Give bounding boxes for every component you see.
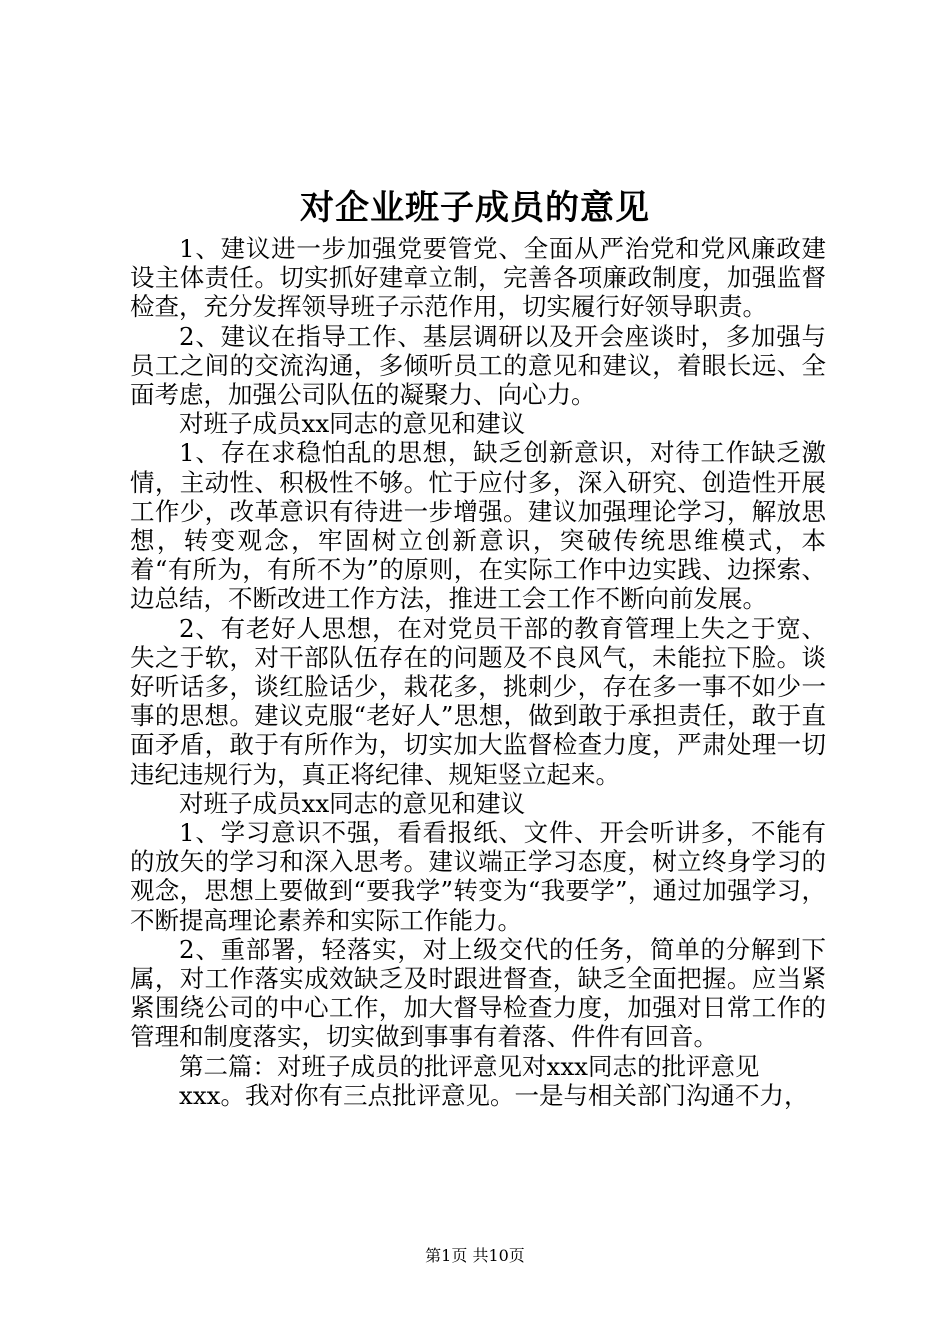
document-body (130, 234, 826, 1110)
paragraph: 2、有老好人思想，在对党员干部的教育管理上失之于宽、失之于软，对干部队伍存在的问题及不良风气，未能拉下脸。谈好听话多，谈红脸话少，栽花多，挑刺少，存在多一事不如少一事的思想。建议克服“老好人”思想，做到敢于承担责任，敢于直面矛盾，敢于有所作为，切实加大监督检查力度，严肃处理一切违纪违规行为，真正将纪律、规矩竖立起来。 (130, 613, 826, 789)
page-footer: 第1页 共10页 (425, 1246, 525, 1265)
paragraph: 1、建议进一步加强党要管党、全面从严治党和党风廉政建设主体责任。切实抓好建章立制，完善各项廉政制度，加强监督检查，充分发挥领导班子示范作用，切实履行好领导职责。 (130, 234, 826, 322)
paragraph: 2、建议在指导工作、基层调研以及开会座谈时，多加强与员工之间的交流沟通，多倾听员工的意见和建议，着眼长远、全面考虑，加强公司队伍的凝聚力、向心力。 (130, 321, 826, 410)
section-heading: 第二篇：对班子成员的批评意见对xxx同志的批评意见 (179, 1051, 760, 1081)
document-title: 对企业班子成员的意见 (300, 188, 650, 228)
section-heading: 对班子成员xx同志的意见和建议 (179, 409, 526, 439)
paragraph: 1、存在求稳怕乱的思想，缺乏创新意识，对待工作缺乏激情，主动性、积极性不够。忙于应付多，深入研究、创造性开展工作少，改革意识有待进一步增强。建议加强理论学习，解放思想，转变观念，牢固树立创新意识，突破传统思维模式，本着“有所为，有所不为”的原则，在实际工作中边实践、边探索、边总结，不断改进工作方法，推进工会工作不断向前发展。 (130, 438, 826, 614)
paragraph: 2、重部署，轻落实，对上级交代的任务，简单的分解到下属，对工作落实成效缺乏及时跟进督查，缺乏全面把握。应当紧紧围绕公司的中心工作，加大督导检查力度，加强对日常工作的管理和制度落实，切实做到事事有着落、件件有回音。 (130, 934, 826, 1052)
paragraph: 1、学习意识不强，看看报纸、文件、开会听讲多，不能有的放矢的学习和深入思考。建议端正学习态度，树立终身学习的观念，思想上要做到“要我学”转变为“我要学”，通过加强学习，不断提高理论素养和实际工作能力。 (130, 818, 826, 935)
paragraph: xxx。我对你有三点批评意见。一是与相关部门沟通不力， (179, 1080, 809, 1110)
section-heading: 对班子成员xx同志的意见和建议 (179, 788, 526, 818)
